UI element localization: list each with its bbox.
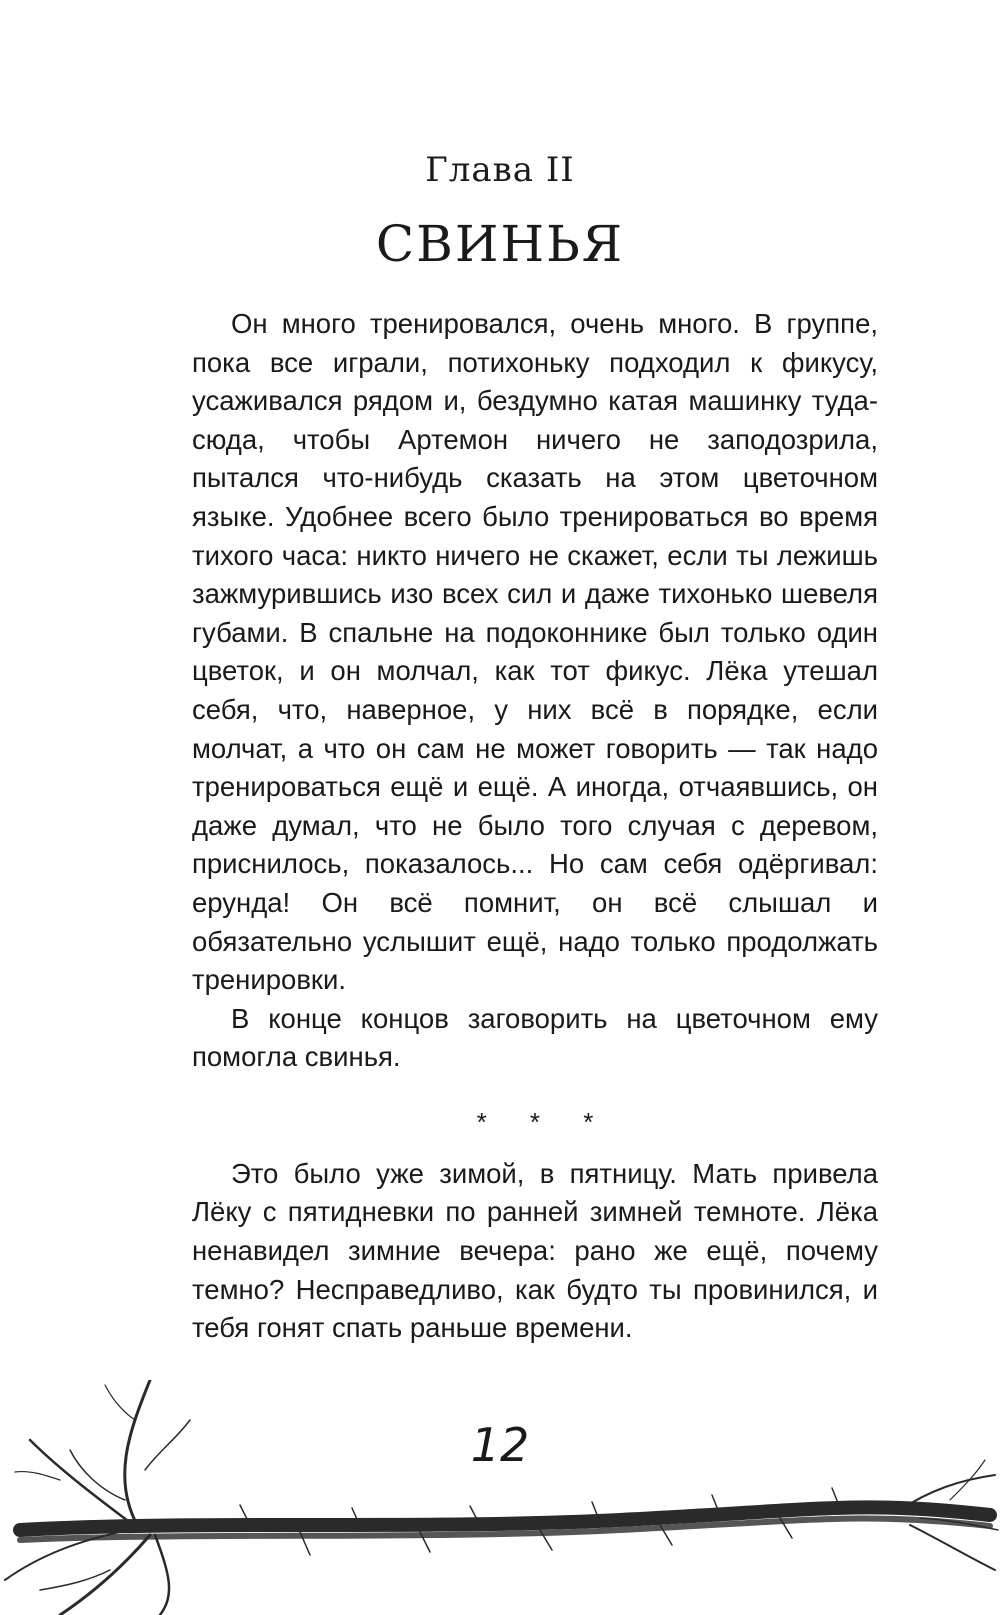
page-number: 12 — [470, 1418, 530, 1472]
paragraph-2: В конце концов заговорить на цветочном ему помогла свинья. — [192, 1002, 878, 1073]
tree-branch-icon — [0, 1380, 1000, 1615]
chapter-title: СВИНЬЯ — [375, 215, 625, 273]
chapter-label: Глава II — [425, 150, 575, 190]
body-text — [192, 305, 878, 1348]
paragraph-3: Это было уже зимой, в пятницу. Мать привела Лёку с пятидневки по ранней зимней темноте. Лёка ненавидел зимние вечера: рано же ещё, почему темно? Несправедливо, как будто ты провинился, и тебя гонят спать раньше времени. — [192, 1157, 878, 1344]
paragraph-1: Он много тренировался, очень много. В группе, пока все играли, потихоньку подходил к фикусу, усаживался рядом и, бездумно катая машинку туда-сюда, чтобы Артемон ничего не заподозрила, пытался что-нибудь сказать на этом цветочном языке. Удобнее всего было тренироваться во время тихого часа: никто ничего не скажет, если ты лежишь зажмурившись изо всех сил и даже тихонько шевеля губами. В спальне на подоконнике был только один цветок, и он молчал, как тот фикус. Лёка утешал себя, что, наверное, у них всё в порядке, если молчат, а что он сам не может говорить — так надо тренироваться ещё и ещё. А иногда, отчаявшись, он даже думал, что не было того случая с деревом, приснилось, показалось... Но сам себя одёргивал: ерунда! Он всё помнит, он всё слышал и обязательно услышит ещё, надо только продолжать тренировки. — [192, 308, 878, 996]
section-separator: * * * — [476, 1106, 612, 1137]
